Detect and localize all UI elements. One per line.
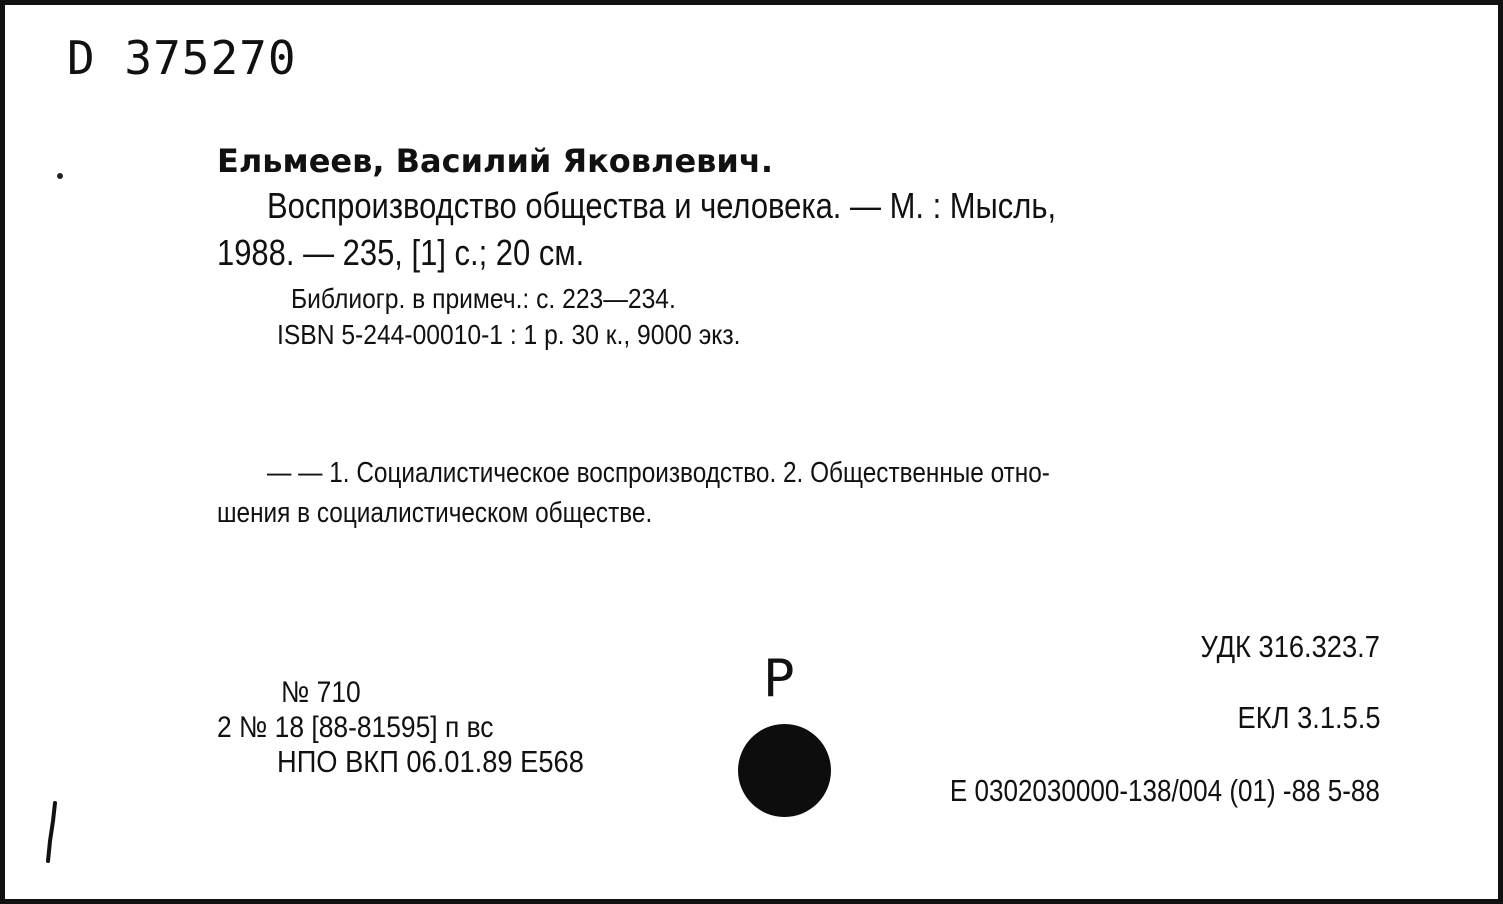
accession-number: D 375270 (67, 31, 297, 85)
ink-speck (57, 173, 63, 179)
npo-imprint: НПО ВКП 06.01.89 Е568 (277, 744, 584, 779)
pen-scratch-mark (41, 801, 61, 865)
handwritten-mark: Р (763, 649, 795, 709)
title-line-2: 1988. — 235, [1] с.; 20 см. (217, 232, 585, 273)
udk-code: УДК 316.323.7 (1200, 629, 1380, 664)
e-code: Е 0302030000-138/004 (01) -88 5-88 (949, 773, 1380, 808)
subjects-line-2: шения в социалистическом обществе. (217, 497, 653, 529)
punch-hole-mark (738, 724, 831, 817)
card-number: № 710 (281, 676, 361, 709)
order-number: 2 № 18 [88-81595] п вс (217, 711, 494, 744)
author-heading: Ельмеев, Василий Яковлевич. (217, 142, 773, 180)
isbn-line: ISBN 5-244-00010-1 : 1 р. 30 к., 9000 экз. (277, 319, 741, 350)
ekl-code: ЕКЛ 3.1.5.5 (1237, 700, 1380, 735)
bibliography-note: Библиогр. в примеч.: с. 223—234. (291, 283, 676, 314)
subjects-line-1: — — 1. Социалистическое воспроизводство. 2. Общественные отно- (267, 457, 1050, 489)
title-line-1: Воспроизводство общества и человека. — М. : Мысль, (267, 185, 1057, 226)
